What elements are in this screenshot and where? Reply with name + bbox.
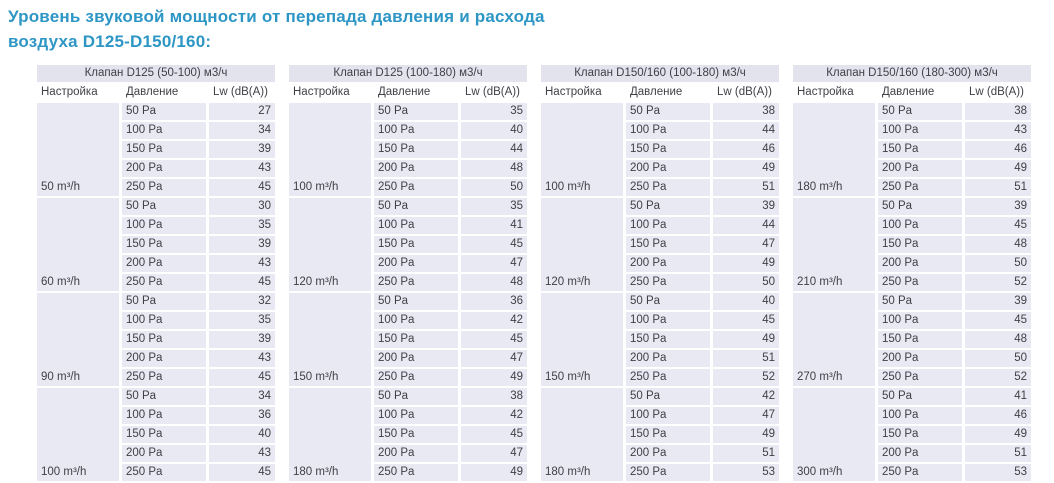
pressure-cell: 50 Pa [374,293,458,310]
setting-cell: 120 m³/h [289,198,371,291]
pressure-cell: 200 Pa [626,350,710,367]
lw-cell: 45 [461,331,527,348]
setting-cell: 90 m³/h [37,293,119,386]
pressure-cell: 50 Pa [626,198,710,215]
lw-cell: 49 [965,160,1031,177]
table-row [793,198,1031,215]
lw-cell: 40 [713,293,779,310]
pressure-cell: 150 Pa [626,331,710,348]
pressure-cell: 200 Pa [374,350,458,367]
lw-cell: 39 [965,293,1031,310]
lw-cell: 46 [965,407,1031,424]
pressure-cell: 250 Pa [122,464,206,481]
lw-cell: 52 [713,369,779,386]
lw-cell: 34 [209,388,275,405]
pressure-cell: 50 Pa [626,388,710,405]
lw-cell: 40 [461,122,527,139]
lw-cell: 46 [965,141,1031,158]
lw-cell: 43 [209,255,275,272]
pressure-cell: 250 Pa [374,274,458,291]
column-header-row [289,84,527,101]
pressure-cell: 250 Pa [374,369,458,386]
lw-cell: 35 [209,312,275,329]
table-row [289,198,527,215]
lw-cell: 39 [713,198,779,215]
pressure-cell: 250 Pa [122,179,206,196]
column-header-pressure: Давление [378,86,431,99]
pressure-cell: 150 Pa [626,236,710,253]
lw-cell: 35 [209,217,275,234]
lw-cell: 45 [461,236,527,253]
lw-cell: 47 [713,407,779,424]
pressure-cell: 200 Pa [374,255,458,272]
lw-cell: 39 [209,141,275,158]
table-header-row [37,65,275,82]
table-row [289,293,527,310]
pressure-cell: 150 Pa [122,236,206,253]
setting-cell: 100 m³/h [289,103,371,196]
tables-container [34,63,1054,483]
setting-cell: 120 m³/h [541,198,623,291]
pressure-cell: 50 Pa [122,198,206,215]
column-header-setting: Настройка [41,86,98,99]
pressure-cell: 100 Pa [374,122,458,139]
pressure-cell: 50 Pa [122,103,206,120]
pressure-cell: 150 Pa [626,141,710,158]
pressure-cell: 250 Pa [878,274,962,291]
pressure-cell: 100 Pa [374,217,458,234]
pressure-cell: 100 Pa [878,122,962,139]
pressure-cell: 100 Pa [626,407,710,424]
lw-cell: 49 [713,255,779,272]
lw-cell: 47 [713,236,779,253]
pressure-cell: 100 Pa [878,312,962,329]
lw-cell: 47 [461,350,527,367]
table-header-row [289,65,527,82]
valve-table-1 [286,63,530,483]
lw-cell: 27 [209,103,275,120]
lw-cell: 53 [965,464,1031,481]
pressure-cell: 200 Pa [878,255,962,272]
lw-cell: 49 [461,369,527,386]
pressure-cell: 150 Pa [374,331,458,348]
table-row [793,293,1031,310]
lw-cell: 48 [965,236,1031,253]
table-title: Клапан D125 (50-100) м3/ч [37,65,275,82]
lw-cell: 45 [713,312,779,329]
pressure-cell: 200 Pa [122,350,206,367]
pressure-cell: 100 Pa [374,407,458,424]
lw-cell: 51 [713,179,779,196]
valve-table-2 [538,63,782,483]
setting-cell: 180 m³/h [541,388,623,481]
lw-cell: 48 [461,160,527,177]
pressure-cell: 200 Pa [626,255,710,272]
column-header-lw: Lw (dB(A)) [213,86,268,99]
lw-cell: 35 [461,198,527,215]
pressure-cell: 50 Pa [878,198,962,215]
column-header-setting: Настройка [545,86,602,99]
pressure-cell: 50 Pa [878,103,962,120]
table-row [793,388,1031,405]
pressure-cell: 150 Pa [122,426,206,443]
lw-cell: 39 [209,236,275,253]
pressure-cell: 50 Pa [374,198,458,215]
lw-cell: 51 [965,445,1031,462]
setting-cell: 180 m³/h [289,388,371,481]
lw-cell: 44 [713,122,779,139]
lw-cell: 42 [713,388,779,405]
pressure-cell: 250 Pa [374,179,458,196]
setting-cell: 180 m³/h [793,103,875,196]
pressure-cell: 250 Pa [122,369,206,386]
valve-table-0 [34,63,278,483]
pressure-cell: 150 Pa [878,426,962,443]
pressure-cell: 250 Pa [626,274,710,291]
column-header-row [793,84,1031,101]
pressure-cell: 200 Pa [878,160,962,177]
column-header-pressure: Давление [126,86,179,99]
pressure-cell: 250 Pa [626,369,710,386]
column-header-lw: Lw (dB(A)) [465,86,520,99]
pressure-cell: 100 Pa [626,122,710,139]
pressure-cell: 250 Pa [626,179,710,196]
lw-cell: 49 [713,160,779,177]
lw-cell: 43 [209,350,275,367]
setting-cell: 50 m³/h [37,103,119,196]
pressure-cell: 250 Pa [374,464,458,481]
table-header-row [793,65,1031,82]
table-row [37,103,275,120]
pressure-cell: 200 Pa [626,445,710,462]
pressure-cell: 250 Pa [626,464,710,481]
pressure-cell: 150 Pa [878,141,962,158]
pressure-cell: 100 Pa [626,312,710,329]
pressure-cell: 200 Pa [122,255,206,272]
pressure-cell: 250 Pa [122,274,206,291]
lw-cell: 47 [461,255,527,272]
pressure-cell: 200 Pa [374,445,458,462]
pressure-cell: 250 Pa [878,464,962,481]
lw-cell: 42 [461,312,527,329]
lw-cell: 45 [209,369,275,386]
table-header-row [541,65,779,82]
pressure-cell: 150 Pa [374,141,458,158]
lw-cell: 45 [209,179,275,196]
setting-cell: 270 m³/h [793,293,875,386]
lw-cell: 32 [209,293,275,310]
pressure-cell: 50 Pa [878,293,962,310]
lw-cell: 50 [965,350,1031,367]
setting-cell: 60 m³/h [37,198,119,291]
column-header-setting: Настройка [797,86,854,99]
lw-cell: 41 [965,388,1031,405]
lw-cell: 45 [461,426,527,443]
pressure-cell: 200 Pa [878,445,962,462]
lw-cell: 50 [965,255,1031,272]
lw-cell: 38 [965,103,1031,120]
valve-table-3 [790,63,1034,483]
pressure-cell: 200 Pa [374,160,458,177]
lw-cell: 41 [461,217,527,234]
lw-cell: 36 [461,293,527,310]
setting-cell: 210 m³/h [793,198,875,291]
lw-cell: 51 [713,350,779,367]
lw-cell: 30 [209,198,275,215]
lw-cell: 45 [209,464,275,481]
table-row [37,293,275,310]
pressure-cell: 250 Pa [878,369,962,386]
pressure-cell: 150 Pa [626,426,710,443]
column-header-pressure: Давление [630,86,683,99]
setting-cell: 100 m³/h [37,388,119,481]
table-row [289,103,527,120]
lw-cell: 34 [209,122,275,139]
lw-cell: 51 [965,179,1031,196]
pressure-cell: 50 Pa [122,388,206,405]
lw-cell: 35 [461,103,527,120]
lw-cell: 43 [965,122,1031,139]
pressure-cell: 100 Pa [122,217,206,234]
column-header-setting: Настройка [293,86,350,99]
lw-cell: 45 [209,274,275,291]
pressure-cell: 150 Pa [878,331,962,348]
lw-cell: 53 [713,464,779,481]
pressure-cell: 250 Pa [878,179,962,196]
table-row [793,103,1031,120]
lw-cell: 42 [461,407,527,424]
lw-cell: 43 [209,160,275,177]
lw-cell: 49 [713,426,779,443]
lw-cell: 38 [713,103,779,120]
lw-cell: 48 [461,274,527,291]
lw-cell: 44 [713,217,779,234]
lw-cell: 45 [965,217,1031,234]
pressure-cell: 50 Pa [122,293,206,310]
table-row [541,198,779,215]
lw-cell: 39 [965,198,1031,215]
setting-cell: 150 m³/h [289,293,371,386]
lw-cell: 43 [209,445,275,462]
page-title: Уровень звуковой мощности от перепада давления и расхода воздуха D125-D150/160: [8,7,545,51]
column-header-lw: Lw (dB(A)) [717,86,772,99]
pressure-cell: 50 Pa [374,103,458,120]
lw-cell: 49 [965,426,1031,443]
pressure-cell: 50 Pa [626,293,710,310]
pressure-cell: 150 Pa [878,236,962,253]
pressure-cell: 100 Pa [122,122,206,139]
pressure-cell: 50 Pa [626,103,710,120]
lw-cell: 52 [965,274,1031,291]
lw-cell: 49 [461,464,527,481]
lw-cell: 50 [713,274,779,291]
pressure-cell: 100 Pa [878,407,962,424]
pressure-cell: 150 Pa [374,236,458,253]
pressure-cell: 100 Pa [878,217,962,234]
pressure-cell: 100 Pa [626,217,710,234]
lw-cell: 44 [461,141,527,158]
pressure-cell: 100 Pa [374,312,458,329]
lw-cell: 48 [965,331,1031,348]
lw-cell: 45 [965,312,1031,329]
pressure-cell: 200 Pa [878,350,962,367]
lw-cell: 49 [713,331,779,348]
setting-cell: 300 m³/h [793,388,875,481]
lw-cell: 51 [713,445,779,462]
column-header-row [37,84,275,101]
pressure-cell: 100 Pa [122,407,206,424]
column-header-row [541,84,779,101]
pressure-cell: 50 Pa [878,388,962,405]
setting-cell: 150 m³/h [541,293,623,386]
table-title: Клапан D150/160 (100-180) м3/ч [541,65,779,82]
table-row [541,103,779,120]
table-row [541,293,779,310]
pressure-cell: 150 Pa [122,141,206,158]
table-row [289,388,527,405]
lw-cell: 52 [965,369,1031,386]
pressure-cell: 50 Pa [374,388,458,405]
table-title: Клапан D150/160 (180-300) м3/ч [793,65,1031,82]
lw-cell: 46 [713,141,779,158]
lw-cell: 36 [209,407,275,424]
pressure-cell: 150 Pa [122,331,206,348]
table-title: Клапан D125 (100-180) м3/ч [289,65,527,82]
table-row [541,388,779,405]
pressure-cell: 200 Pa [122,160,206,177]
table-row [37,198,275,215]
pressure-cell: 100 Pa [122,312,206,329]
table-row [37,388,275,405]
pressure-cell: 200 Pa [122,445,206,462]
lw-cell: 47 [461,445,527,462]
pressure-cell: 150 Pa [374,426,458,443]
pressure-cell: 200 Pa [626,160,710,177]
lw-cell: 40 [209,426,275,443]
lw-cell: 50 [461,179,527,196]
setting-cell: 100 m³/h [541,103,623,196]
lw-cell: 38 [461,388,527,405]
lw-cell: 39 [209,331,275,348]
column-header-lw: Lw (dB(A)) [969,86,1024,99]
column-header-pressure: Давление [882,86,935,99]
